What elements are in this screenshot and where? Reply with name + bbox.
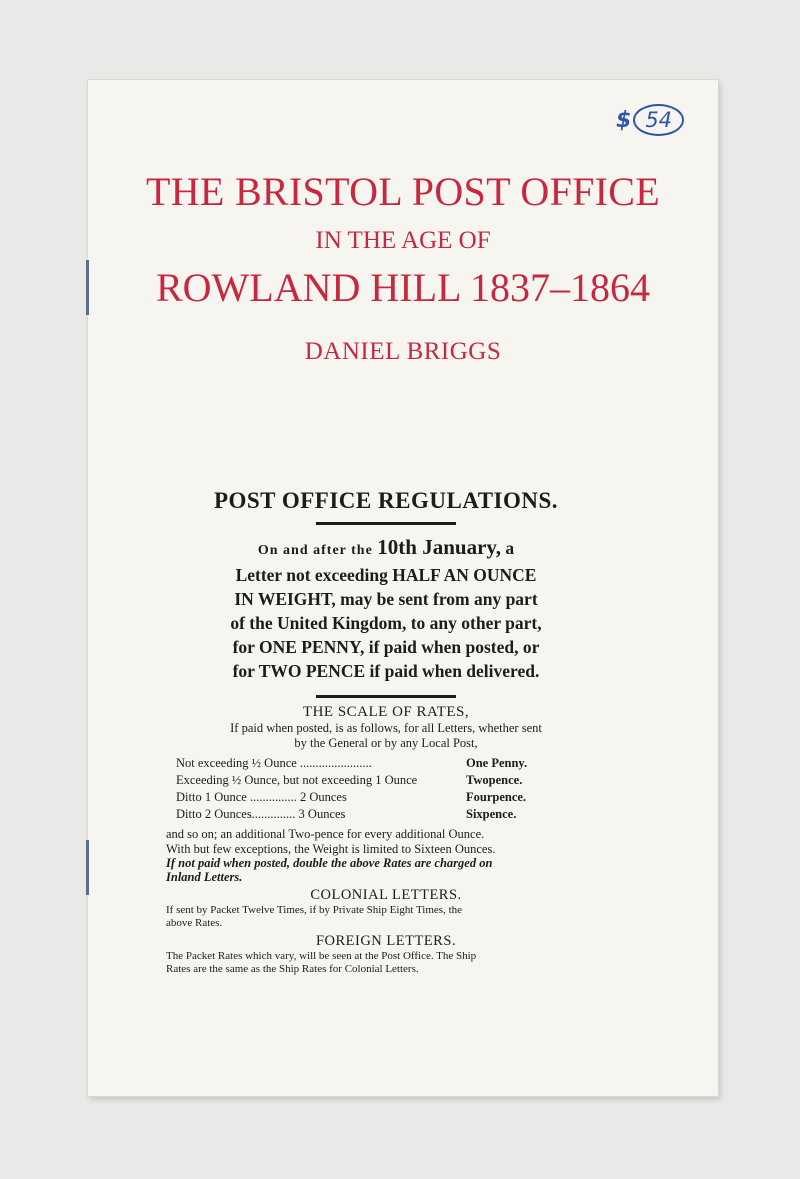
handwritten-price xyxy=(616,102,684,138)
title-line-3: ROWLAND HILL 1837–1864 xyxy=(155,265,650,310)
rates-table xyxy=(176,755,606,823)
lead-line: Letter not exceeding HALF AN OUNCE xyxy=(235,565,537,585)
lead-line: On and after the 10th January, a xyxy=(257,535,515,559)
notice-heading: POST OFFICE REGULATIONS. xyxy=(213,488,559,513)
rate-row: Ditto 2 Ounces.............. 3 Ounces Sixpence. xyxy=(176,807,517,821)
scale-subtitle: If paid when posted, is as follows, for all Letters, whether sent xyxy=(230,721,542,735)
foreign-text: The Packet Rates which vary, will be seen at the Post Office. The Ship xyxy=(166,950,477,962)
lead-line: IN WEIGHT, may be sent from any part xyxy=(234,589,538,609)
staple-mark xyxy=(86,840,89,895)
divider xyxy=(316,695,456,698)
regulations-notice xyxy=(166,488,606,976)
paragraph: With but few exceptions, the Weight is limited to Sixteen Ounces. xyxy=(166,841,496,856)
price-prefix: $ xyxy=(616,107,632,133)
scale-title: THE SCALE OF RATES, xyxy=(302,704,470,720)
divider xyxy=(316,522,456,525)
title-line-1: THE BRISTOL POST OFFICE xyxy=(145,169,661,214)
lead-line: for TWO PENCE if paid when delivered. xyxy=(232,661,540,681)
rate-row: Exceeding ½ Ounce, but not exceeding 1 Ounce Twopence. xyxy=(176,773,523,787)
italic-note: If not paid when posted, double the above Rates are charged on xyxy=(166,856,493,870)
colonial-text: above Rates. xyxy=(166,917,223,929)
scale-subtitle: by the General or by any Local Post, xyxy=(294,736,478,750)
rate-row: Not exceeding ½ Ounce ....................... One Penny. xyxy=(176,756,528,770)
booklet-cover xyxy=(88,80,718,1096)
colonial-text: If sent by Packet Twelve Times, if by Private Ship Eight Times, the xyxy=(166,904,463,916)
lead-line: for ONE PENNY, if paid when posted, or xyxy=(232,637,540,657)
foreign-title: FOREIGN LETTERS. xyxy=(315,933,457,949)
paragraph: and so on; an additional Two-pence for every additional Ounce. xyxy=(166,827,485,841)
lead-line: of the United Kingdom, to any other part, xyxy=(230,613,542,633)
author-name: DANIEL BRIGGS xyxy=(304,338,502,365)
rate-row: Ditto 1 Ounce ............... 2 Ounces Fourpence. xyxy=(176,790,527,804)
title-line-2: IN THE AGE OF xyxy=(315,227,491,254)
foreign-text: Rates are the same as the Ship Rates for Colonial Letters. xyxy=(166,963,419,975)
italic-note: Inland Letters. xyxy=(166,870,243,884)
colonial-title: COLONIAL LETTERS. xyxy=(310,887,462,903)
notice-lead xyxy=(166,535,606,683)
price-value: 54 xyxy=(633,104,684,136)
